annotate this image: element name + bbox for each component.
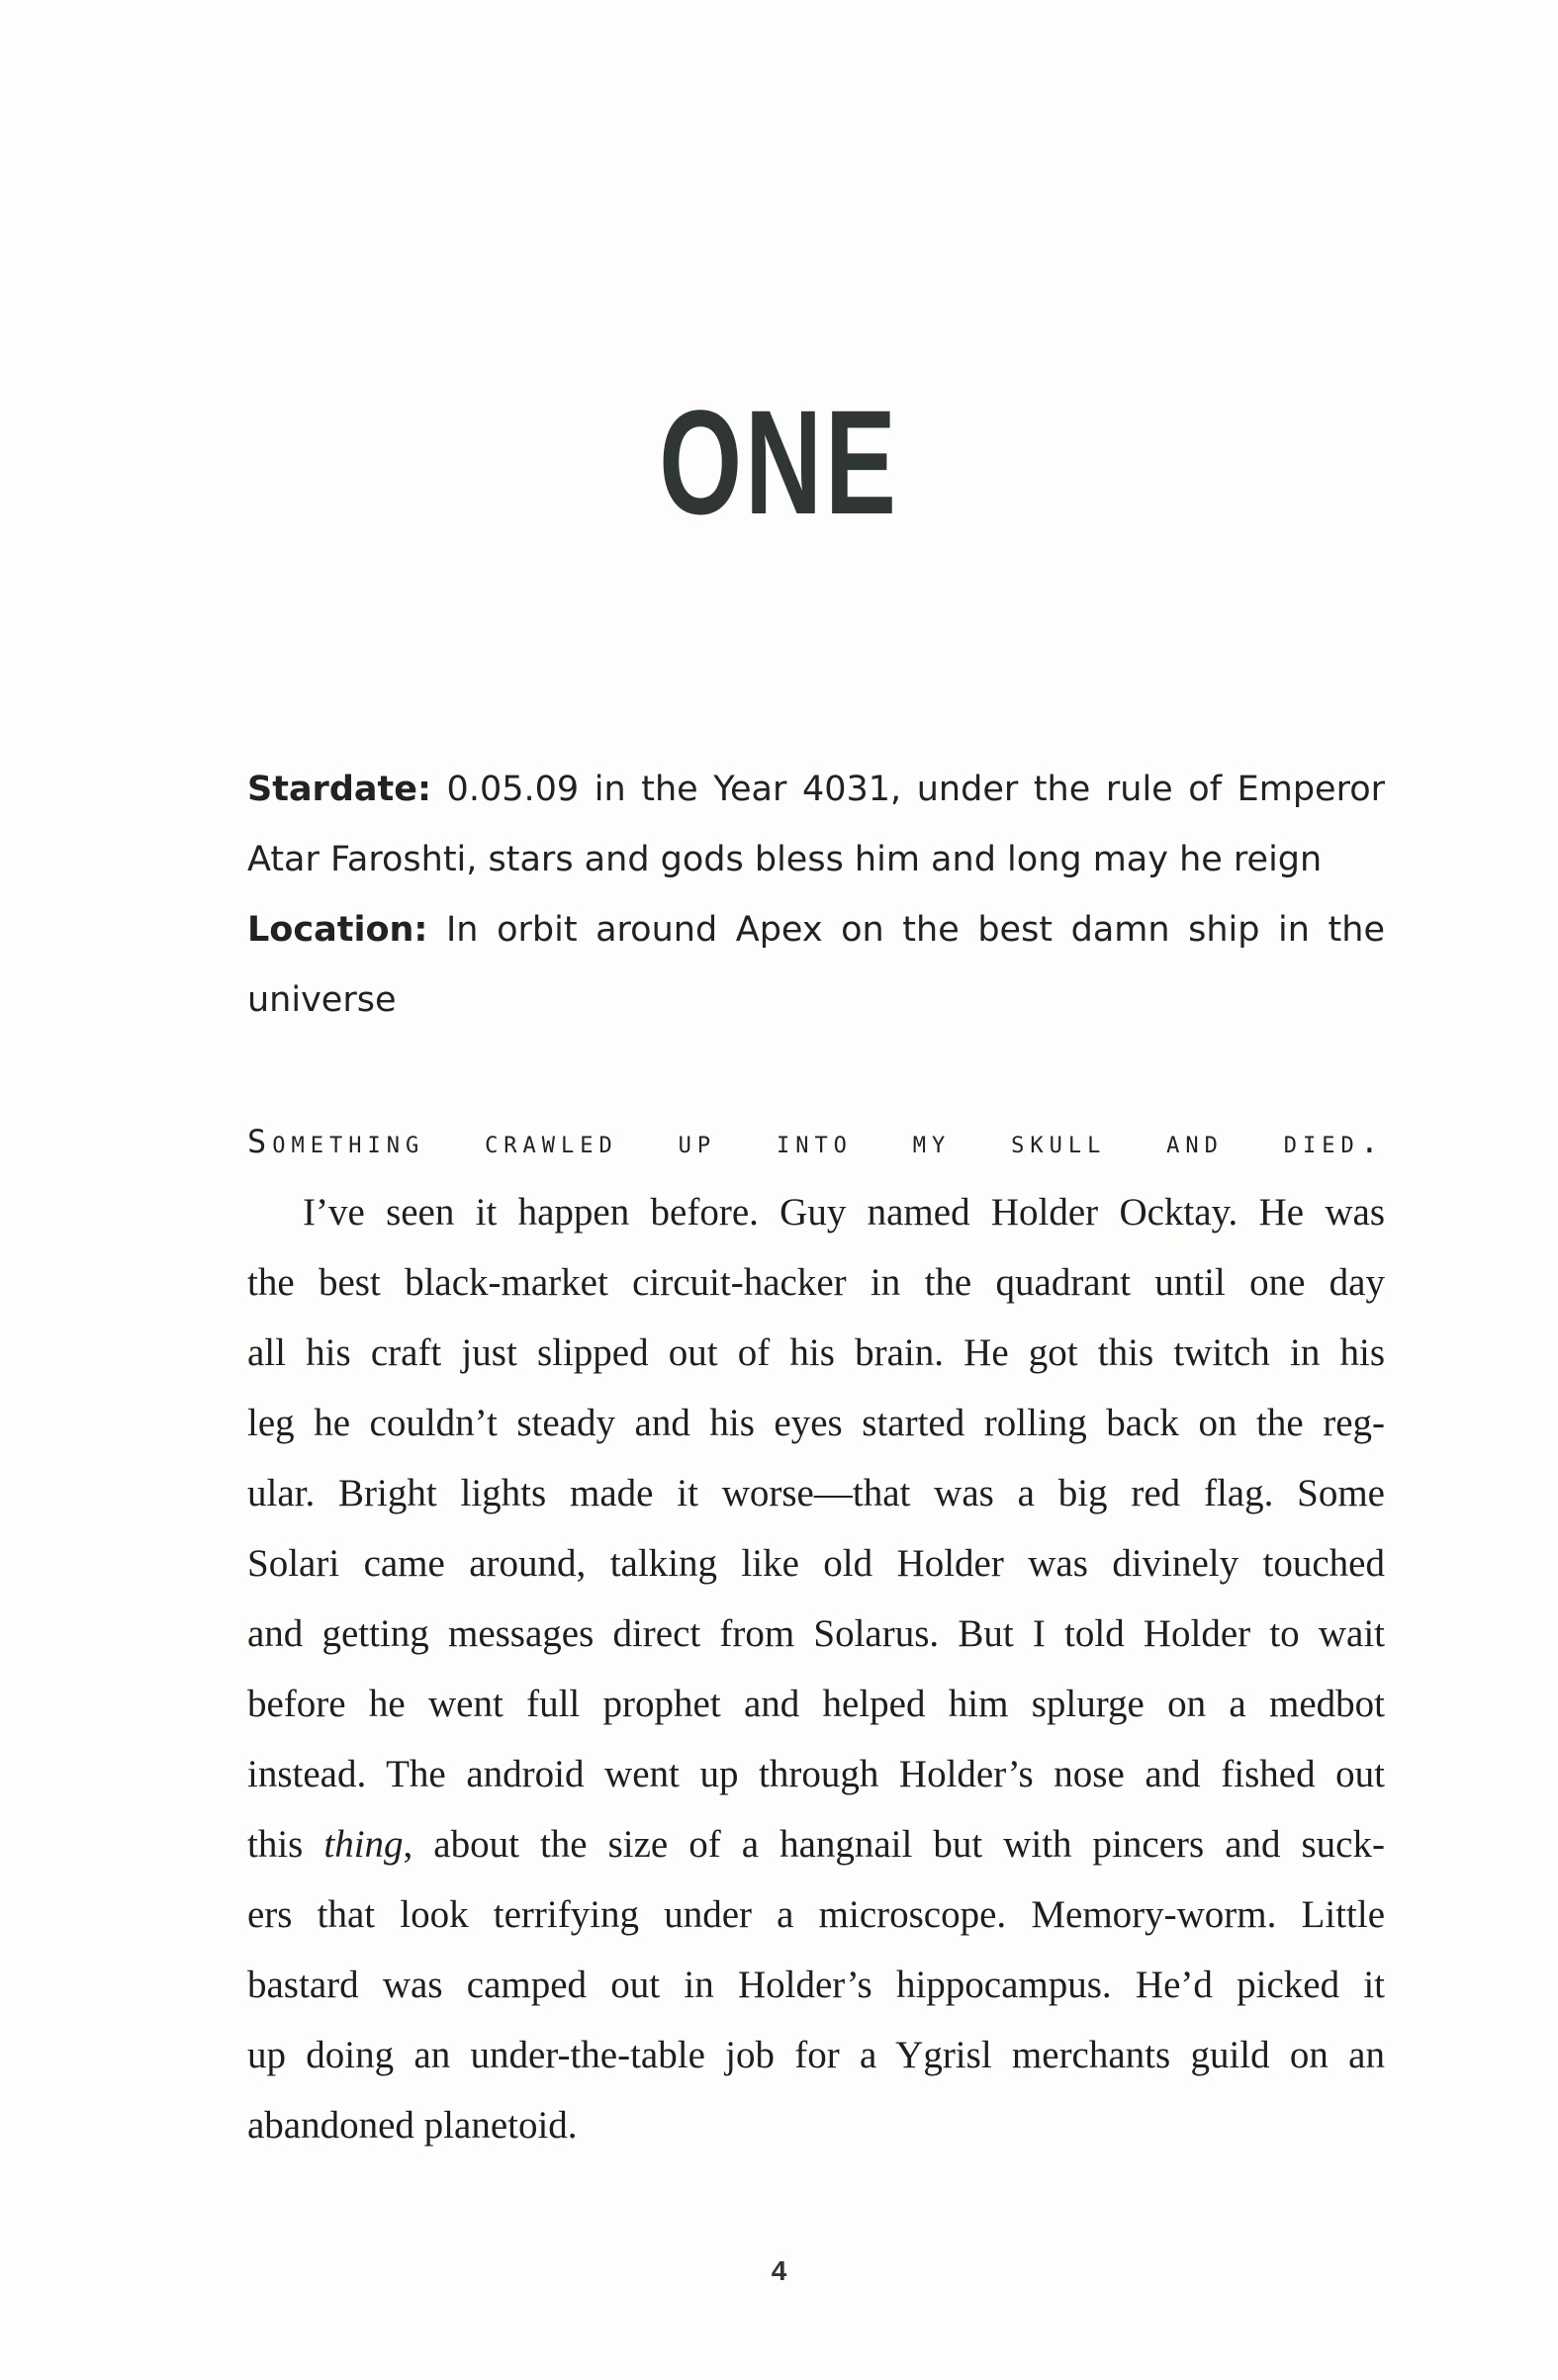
opening-line: Something crawled up into my skull and died.: [247, 1123, 1385, 1160]
location-value: In orbit around Apex on the best damn ship in the universe: [247, 910, 1385, 1020]
text: , about the size of a hangnail but with pincers and suck-: [403, 1823, 1385, 1866]
body-line: ers that look terrifying under a microscope. Memory-worm. Little: [247, 1893, 1385, 1936]
body-line: ular. Bright lights made it worse—that was a big red flag. Some: [247, 1472, 1385, 1514]
body-line: and getting messages direct from Solarus. But I told Holder to wait: [247, 1612, 1385, 1655]
text: this: [247, 1823, 324, 1866]
chapter-title: ONE: [659, 379, 899, 545]
body-line: leg he couldn’t steady and his eyes started rolling back on the reg-: [247, 1402, 1385, 1444]
body-line: bastard was camped out in Holder’s hippocampus. He’d picked it: [247, 1964, 1385, 2006]
body-line: I’ve seen it happen before. Guy named Holder Ocktay. He was: [303, 1191, 1385, 1234]
location-paragraph: [247, 895, 1385, 1036]
body-line: [247, 1809, 1385, 1879]
stardate-label: Stardate:: [247, 770, 431, 809]
page-number: 4: [771, 2255, 787, 2286]
stardate-value: 0.05.09 in the Year 4031, under the rule of Emperor Atar Faroshti, stars and gods bless him and long may he reign: [247, 770, 1385, 879]
body-line: all his craft just slipped out of his brain. He got this twitch in his: [247, 1331, 1385, 1374]
body-line: abandoned planetoid.: [247, 2104, 578, 2147]
body-line: the best black-market circuit-hacker in the quadrant until one day: [247, 1261, 1385, 1304]
body-line: instead. The android went up through Holder’s nose and fished out: [247, 1753, 1385, 1795]
stardate-paragraph: [247, 755, 1385, 895]
location-label: Location:: [247, 910, 428, 950]
body-line: up doing an under-the-table job for a Ygrisl merchants guild on an: [247, 2034, 1385, 2076]
body-line: before he went full prophet and helped him splurge on a medbot: [247, 1683, 1385, 1725]
italic-word: thing: [323, 1823, 404, 1866]
body-line: Solari came around, talking like old Holder was divinely touched: [247, 1542, 1385, 1585]
